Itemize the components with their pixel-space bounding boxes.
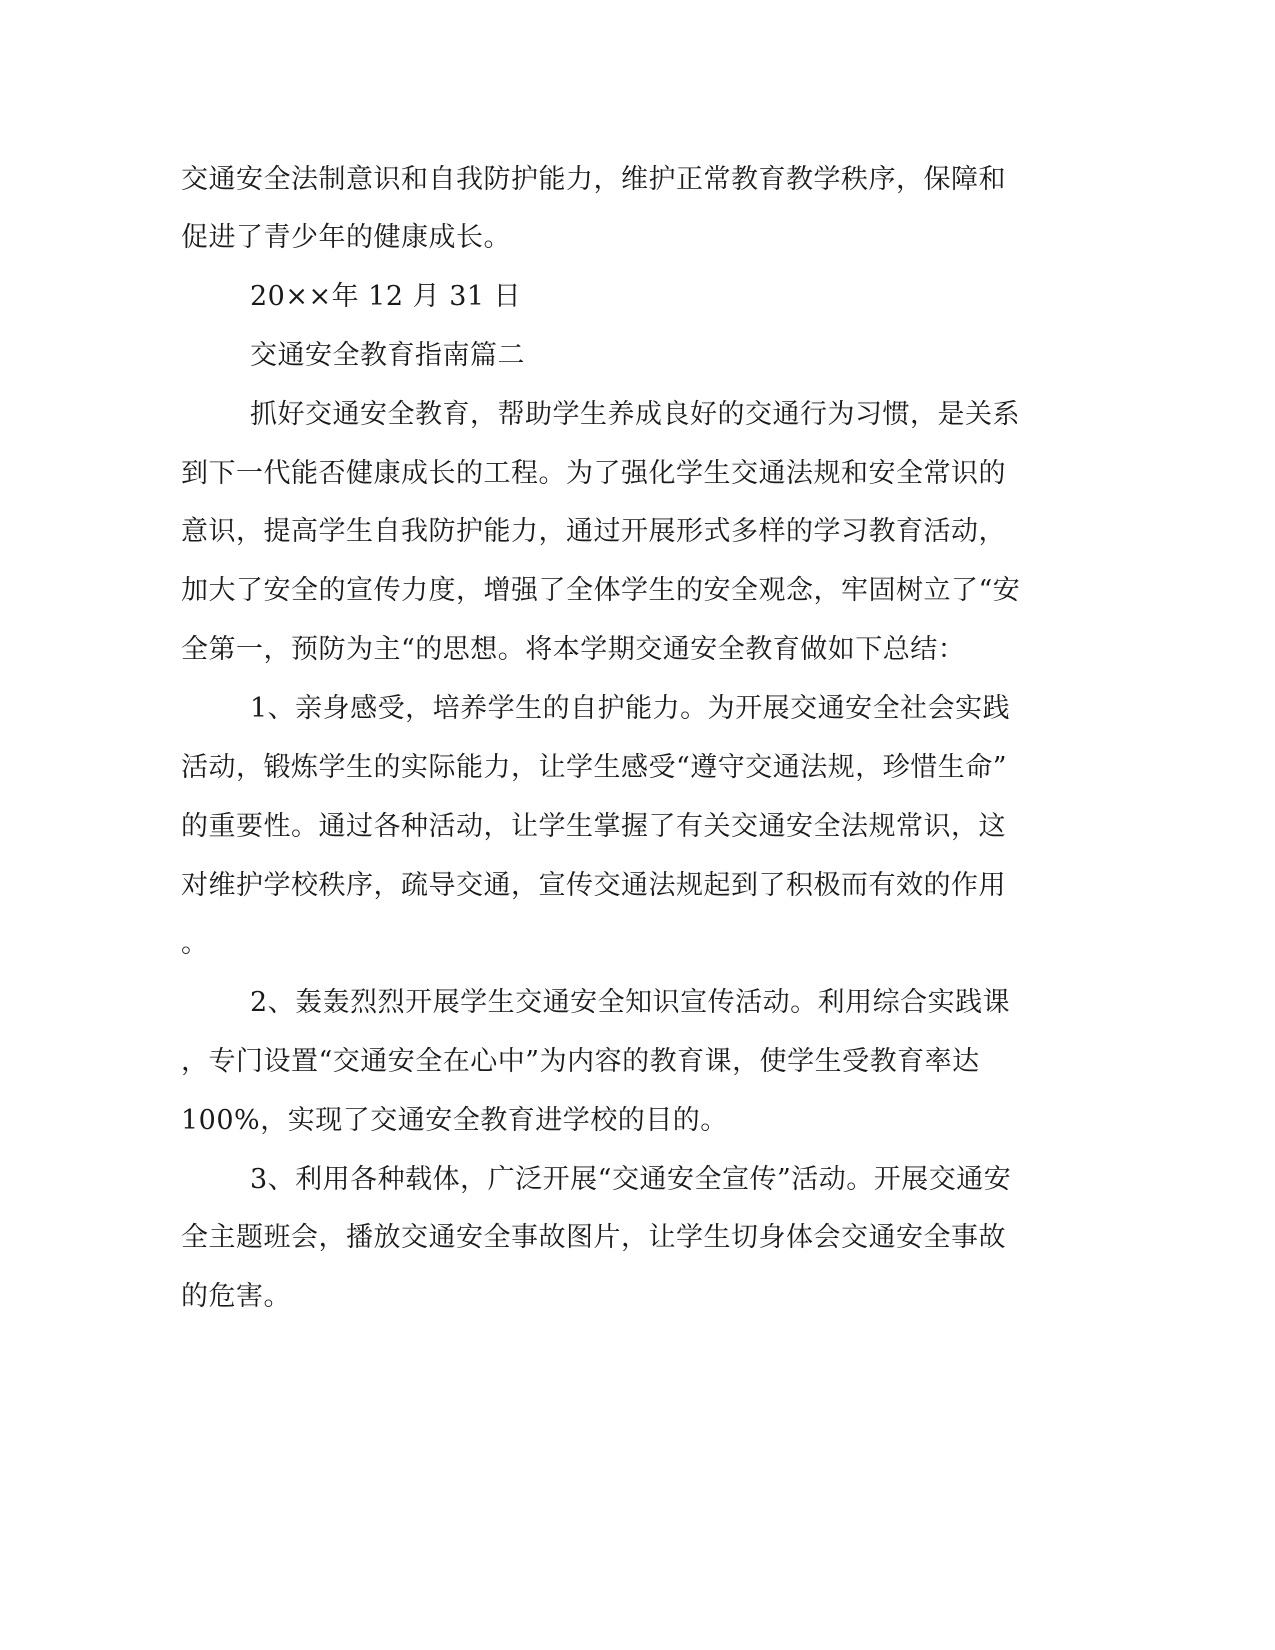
text-line: 加大了安全的宣传力度，增强了全体学生的安全观念，牢固树立了“安: [181, 575, 1021, 606]
text-line: 抓好交通安全教育，帮助学生养成良好的交通行为习惯，是关系: [250, 399, 1020, 430]
text-line: 的重要性。通过各种活动，让学生掌握了有关交通安全法规常识，这: [181, 811, 1006, 842]
text-line: 全主题班会，播放交通安全事故图片，让学生切身体会交通安全事故: [181, 1222, 1006, 1253]
text-line: 交通安全法制意识和自我防护能力，维护正常教育教学秩序，保障和: [181, 164, 1006, 195]
text-line: 到下一代能否健康成长的工程。为了强化学生交通法规和安全常识的: [181, 458, 1006, 489]
text-line: 全第一，预防为主“的思想。将本学期交通安全教育做如下总结：: [181, 634, 966, 665]
text-line: ，专门设置“交通安全在心中”为内容的教育课，使学生受教育率达: [181, 1046, 980, 1077]
text-line: 3、利用各种载体，广泛开展“交通安全宣传”活动。开展交通安: [250, 1164, 1012, 1195]
text-line: 活动，锻炼学生的实际能力，让学生感受“遵守交通法规，珍惜生命”: [181, 752, 1008, 783]
text-line: 100%，实现了交通安全教育进学校的目的。: [181, 1105, 728, 1136]
text-line: 对维护学校秩序，疏导交通，宣传交通法规起到了积极而有效的作用: [181, 870, 1006, 901]
text-line: 1、亲身感受，培养学生的自护能力。为开展交通安全社会实践: [250, 693, 1011, 724]
text-line: 的危害。: [181, 1281, 291, 1312]
date-line: 20××年 12 月 31 日: [250, 281, 522, 312]
text-line: 。: [181, 928, 209, 959]
text-line: 2、轰轰烈烈开展学生交通安全知识宣传活动。利用综合实践课: [250, 987, 1011, 1018]
text-line: 意识，提高学生自我防护能力，通过开展形式多样的学习教育活动，: [181, 516, 1006, 547]
text-line: 促进了青少年的健康成长。: [181, 222, 511, 253]
section-title: 交通安全教育指南篇二: [250, 340, 525, 371]
